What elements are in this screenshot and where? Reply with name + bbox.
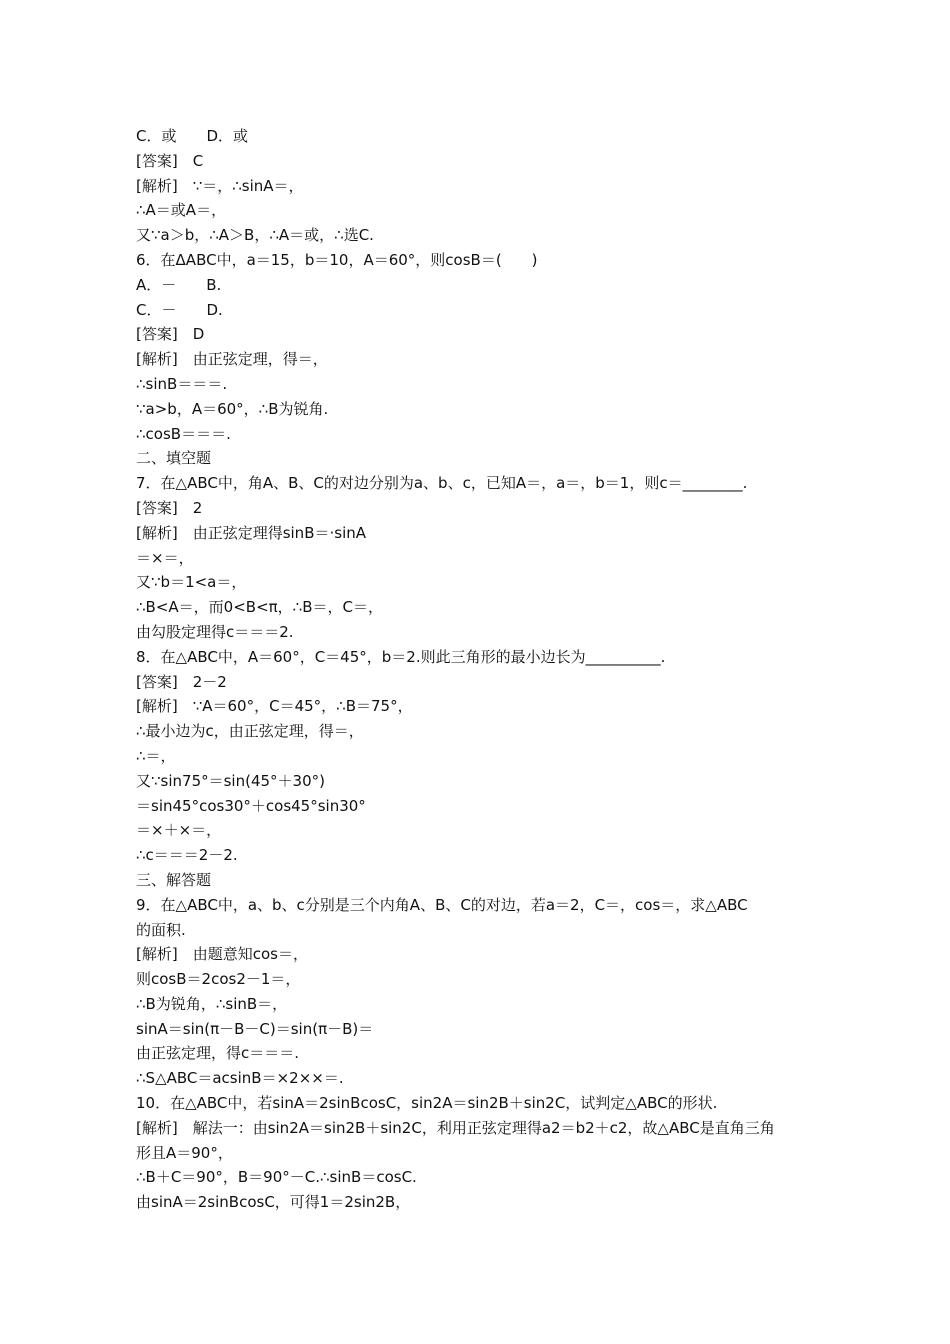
answer-line: [答案] 2－2 xyxy=(136,672,227,691)
question-line: 9．在△ABC中，a、b、c分别是三个内角A、B、C的对边，若a＝2，C＝，cos＝，求△ABC xyxy=(136,895,748,914)
text-line: ∵a>b，A＝60°，∴B为锐角. xyxy=(136,399,329,418)
text-line: [答案] C xyxy=(136,151,204,170)
answer-line: [答案] 2 xyxy=(136,498,203,517)
question-line: 7．在△ABC中，角A、B、C的对边分别为a、b、c，已知A＝，a＝，b＝1，则c＝________. xyxy=(136,474,748,493)
option-line: C．－ D. xyxy=(136,300,223,319)
text-line: ＝×＝， xyxy=(136,548,194,567)
text-line: ＝×＋×＝， xyxy=(136,821,222,840)
analysis-line: [解析] 由题意知cos＝， xyxy=(136,945,308,964)
question-line: 10．在△ABC中，若sinA＝2sinBcosC，sin2A＝sin2B＋sin2C，试判定△ABC的形状. xyxy=(136,1094,718,1113)
analysis-line: [解析] 解法一：由sin2A＝sin2B＋sin2C，利用正弦定理得a2＝b2＋c2，故△ABC是直角三角 xyxy=(136,1118,775,1137)
text-line: [解析] ∵＝，∴sinA＝， xyxy=(136,176,304,195)
text-line: ＝sin45°cos30°＋cos45°sin30° xyxy=(136,796,366,815)
option-line: A．－ B. xyxy=(136,275,222,294)
text-line: C．或 D．或 xyxy=(136,127,249,145)
text-line: ∴最小边为c，由正弦定理，得＝， xyxy=(136,722,364,741)
text-line: ∴A＝或A＝， xyxy=(136,201,227,220)
analysis-line: [解析] 由正弦定理得sinB＝·sinA xyxy=(136,523,367,542)
text-line: ∴B＋C＝90°，B＝90°－C.∴sinB＝cosC. xyxy=(136,1168,417,1187)
text-line: ∴B<A＝，而0<B<π，∴B＝，C＝， xyxy=(136,598,383,617)
text-line: ∴c＝＝＝2－2. xyxy=(136,846,238,865)
section-heading: 二、填空题 xyxy=(136,449,212,468)
section-heading: 三、解答题 xyxy=(136,870,212,889)
text-line: 则cosB＝2cos2－1＝， xyxy=(136,970,301,989)
question-line: 6．在ΔABC中，a＝15，b＝10，A＝60°，则cosB＝( ) xyxy=(136,250,538,269)
text-line: 又∵a＞b，∴A＞B，∴A＝或，∴选C. xyxy=(136,226,374,245)
text-line: sinA＝sin(π－B－C)＝sin(π－B)＝ xyxy=(136,1019,374,1038)
text-line: 又∵sin75°＝sin(45°＋30°) xyxy=(136,771,325,790)
text-line: 由正弦定理，得c＝＝＝. xyxy=(136,1044,300,1063)
text-line: ∴＝， xyxy=(136,746,176,765)
analysis-line: [解析] 由正弦定理，得＝， xyxy=(136,350,328,369)
text-line: 又∵b＝1<a＝， xyxy=(136,573,247,592)
text-line: ∴S△ABC＝acsinB＝×2××＝. xyxy=(136,1069,344,1088)
analysis-line: [解析] ∵A＝60°，C＝45°，∴B＝75°， xyxy=(136,697,413,716)
text-line: 由sinA＝2sinBcosC，可得1＝2sin2B， xyxy=(136,1193,411,1212)
text-line: ∴cosB＝＝＝. xyxy=(136,424,231,443)
text-line: 由勾股定理得c＝＝＝2. xyxy=(136,622,294,641)
text-line: ∴B为锐角，∴sinB＝， xyxy=(136,994,288,1013)
document-body xyxy=(136,124,826,1215)
answer-line: [答案] D xyxy=(136,325,205,344)
text-line: ∴sinB＝＝＝. xyxy=(136,374,228,393)
text-line: 的面积. xyxy=(136,920,186,939)
text-line: 形且A＝90°， xyxy=(136,1143,233,1162)
question-line: 8．在△ABC中，A＝60°，C＝45°，b＝2.则此三角形的最小边长为__________. xyxy=(136,647,666,666)
